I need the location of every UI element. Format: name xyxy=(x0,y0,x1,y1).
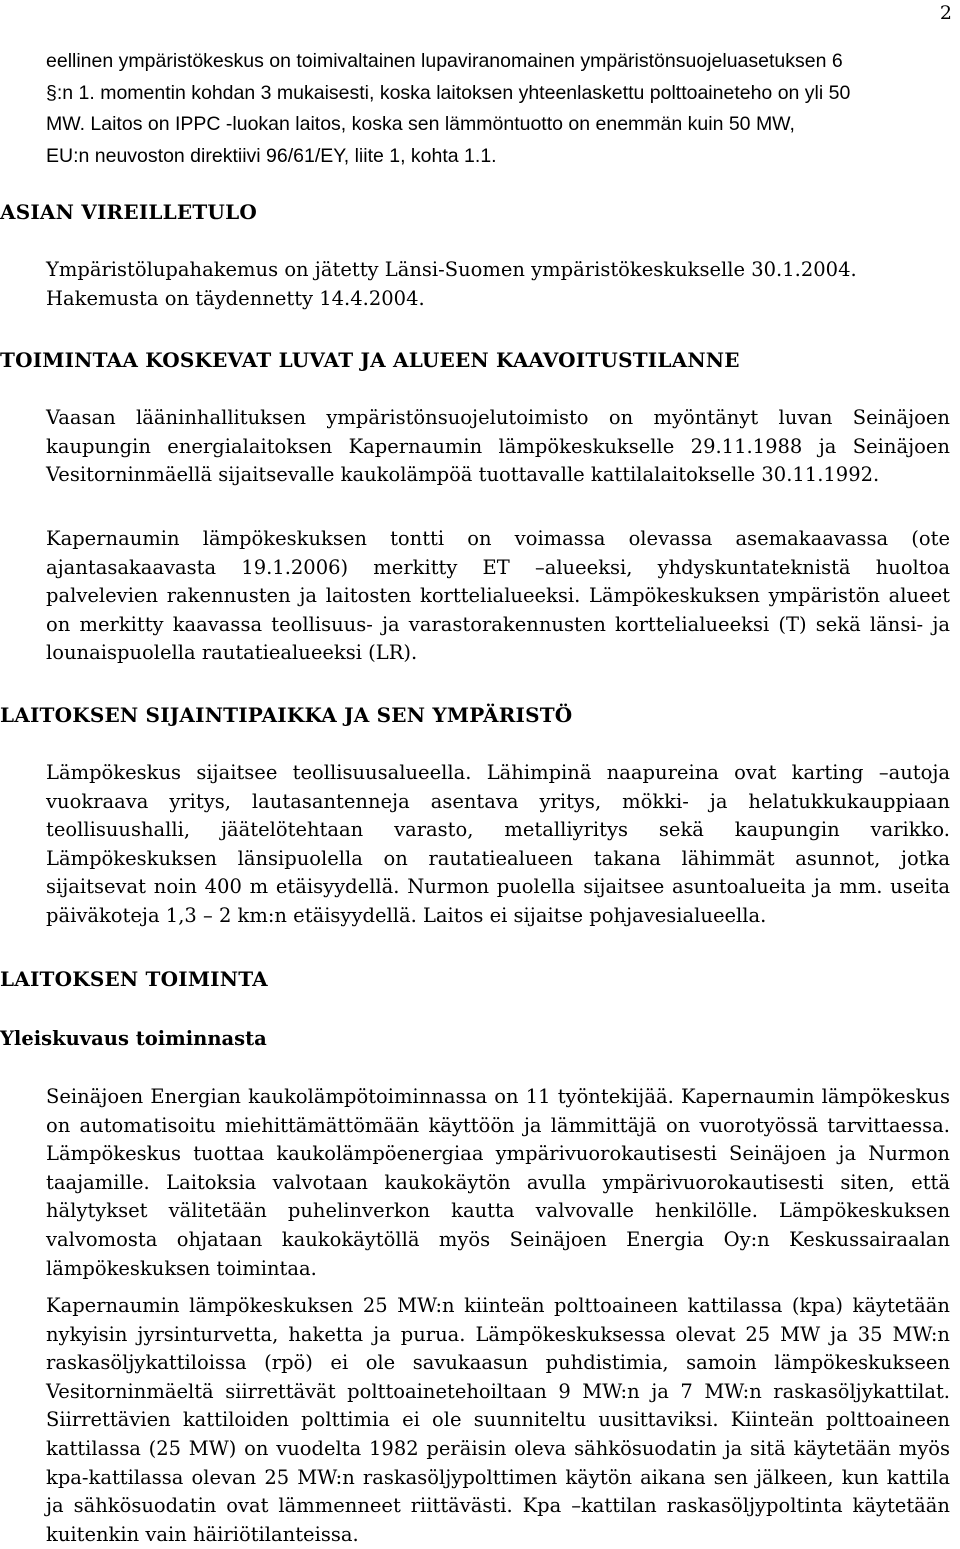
intro-line: eellinen ympäristökeskus on toimivaltainen lupaviranomainen ympäristönsuojeluasetuksen 6 xyxy=(46,50,843,72)
toiminta-text-2: Kapernaumin lämpökeskuksen 25 MW:n kiinteän polttoaineen kattilassa (kpa) käytetään nykyisin jyrsinturvetta, haketta ja purua. Lämpökeskuksessa olevat 25 MW ja 35 MW:n raskasöljykattiloissa (rpö) ei ole savukaasun puhdistimia, samoin lämpökeskukseen Vesitorninmäeltä siirrettävät polttoainetehoiltaan 9 MW:n ja 7 MW:n raskasöljykattilat. Siirrettävien kattiloiden polttimia ei ole suunniteltu uusittaviksi. Kiinteän polttoaineen kattilassa (25 MW) on vuodelta 1982 peräisin oleva sähkösuodatin ja sitä käytetään myös kpa-kattilassa olevan 25 MW:n raskasöljypolttimen käytön aikana sen jälkeen, kun kattila ja sähkösuodatin ovat lämmenneet riittävästi. Kpa –kattilan raskasöljypoltinta käytetään kuitenkin vain häiriötilanteissa. xyxy=(46,1294,950,1546)
section-heading-vireilletulo: ASIAN VIREILLETULO xyxy=(0,200,257,224)
toiminta-text-1: Seinäjoen Energian kaukolämpötoiminnassa on 11 työntekijää. Kapernaumin lämpökeskus on automatisoitu miehittämättömään käyttöön ja lämmittäjä on vuorotyössä tarvittaessa. Lämpökeskus tuottaa kaukolämpöenergiaa ympärivuorokautisesti Seinäjoen ja Nurmon taajamille. Laitoksia valvotaan kaukokäytön avulla ympärivuorokautisesti siten, että hälytykset välitetään puhelinverkon kautta valvovalle henkilölle. Lämpökeskuksen valvomosta ohjataan kaukokäytöllä myös Seinäjoen Energia Oy:n Keskussairaalan lämpökeskuksen toimintaa. xyxy=(46,1085,950,1280)
section-heading-sijainti: LAITOKSEN SIJAINTIPAIKKA JA SEN YMPÄRISTÖ xyxy=(0,703,573,727)
luvat-text-1: Vaasan lääninhallituksen ympäristönsuojelutoimisto on myöntänyt luvan Seinäjoen kaupungin energialaitoksen Kapernaumin lämpökeskukselle 29.11.1988 ja Seinäjoen Vesitorninmäellä sijaitsevalle kaukolämpöä tuottavalle kattilalaitokselle 30.11.1992. xyxy=(46,406,950,487)
vireilletulo-paragraph xyxy=(46,256,950,313)
luvat-paragraph-2 xyxy=(46,525,950,668)
page-number: 2 xyxy=(939,2,952,24)
luvat-paragraph-1 xyxy=(46,404,950,490)
vireilletulo-text: Ympäristölupahakemus on jätetty Länsi-Suomen ympäristökeskukselle 30.1.2004. Hakemusta on täydennetty 14.4.2004. xyxy=(46,258,857,310)
section-heading-toiminta: LAITOKSEN TOIMINTA xyxy=(0,967,268,991)
toiminta-paragraph-2 xyxy=(46,1292,950,1549)
sijainti-text: Lämpökeskus sijaitsee teollisuusalueella. Lähimpinä naapureina ovat karting –autoja vuokraava yritys, lautasantenneja asentava yritys, mökki- ja helatukkukauppiaan teollisuushalli, jäätelötehtaan varasto, metalliyritys sekä kaupungin varikko. Lämpökeskuksen länsipuolella on rautatiealueen takana lähimmät asunnot, jotka sijaitsevat noin 400 m etäisyydellä. Nurmon puolella sijaitsee asuntoalueita ja mm. useita päiväkoteja 1,3 – 2 km:n etäisyydellä. Laitos ei sijaitse pohjavesialueella. xyxy=(46,761,950,927)
intro-line: MW. Laitos on IPPC -luokan laitos, koska sen lämmöntuotto on enemmän kuin 50 MW, xyxy=(46,113,795,135)
intro-line: EU:n neuvoston direktiivi 96/61/EY, liite 1, kohta 1.1. xyxy=(46,144,497,167)
intro-line: §:n 1. momentin kohdan 3 mukaisesti, koska laitoksen yhteenlaskettu polttoaineteho on yli 50 xyxy=(46,81,851,104)
subheading-yleiskuvaus: Yleiskuvaus toiminnasta xyxy=(0,1027,267,1050)
luvat-text-2: Kapernaumin lämpökeskuksen tontti on voimassa olevassa asemakaavassa (ote ajantasakaavasta 19.1.2006) merkitty ET –alueeksi, yhdyskuntateknistä huoltoa palvelevien rakennusten ja laitosten korttelialueeksi. Lämpökeskuksen ympäristön alueet on merkitty kaavassa teollisuus- ja varastorakennusten korttelialueeksi (T) sekä länsi- ja lounaispuolella rautatiealueeksi (LR). xyxy=(46,527,950,665)
toiminta-paragraph-1 xyxy=(46,1083,950,1283)
section-heading-luvat: TOIMINTAA KOSKEVAT LUVAT JA ALUEEN KAAVOITUSTILANNE xyxy=(0,348,740,372)
sijainti-paragraph xyxy=(46,759,950,931)
intro-paragraph xyxy=(46,46,950,172)
